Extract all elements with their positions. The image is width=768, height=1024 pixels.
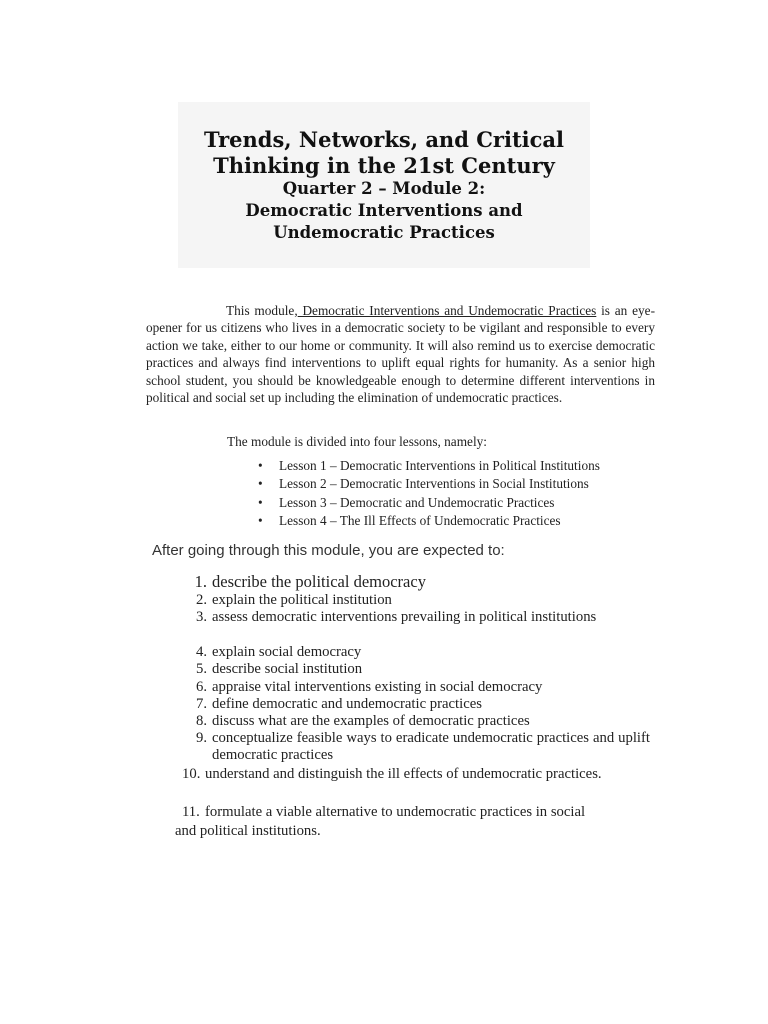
objective-item: 3. assess democratic interventions prevailing in political institutions xyxy=(195,609,597,625)
list-item: • Lesson 3 – Democratic and Undemocratic Practices xyxy=(258,494,555,510)
objective-item: 7. define democratic and undemocratic practices xyxy=(195,696,482,712)
objectives-intro: After going through this module, you are expected to: xyxy=(152,542,505,559)
bullet-icon: • xyxy=(258,512,263,528)
bullet-icon: • xyxy=(258,476,263,492)
objective-item: 9. conceptualize feasible ways to eradicate undemocratic practices and uplift democratic practices xyxy=(195,730,650,763)
bullet-icon: • xyxy=(258,494,263,510)
intro-body: is an eye-opener for us citizens who lives in a democratic society to be vigilant and responsible to every action we take, either to our home or community. It will also remind us to exercise democratic practices and always find interventions to uplift equal rights for humanity. As a senior high school student, you should be knowledgeable enough to determine different interventions in political and social set up including the elimination of undemocratic practices. xyxy=(146,303,655,406)
list-item: • Lesson 4 – The Ill Effects of Undemocratic Practices xyxy=(258,512,561,528)
objective-item: 5. describe social institution xyxy=(195,661,363,677)
intro-lead: This module, xyxy=(226,303,298,318)
objective-item: 2. explain the political institution xyxy=(195,592,392,608)
title-line-1: Trends, Networks, and Critical xyxy=(204,127,564,152)
objective-item: 6. appraise vital interventions existing in social democracy xyxy=(195,679,543,695)
objective-item: 1. describe the political democracy xyxy=(194,572,426,591)
intro-paragraph xyxy=(146,302,655,406)
objective-item: 8. discuss what are the examples of democratic practices xyxy=(195,713,530,729)
objective-item: 10. understand and distinguish the ill effects of undemocratic practices. xyxy=(182,766,602,782)
lessons-intro: The module is divided into four lessons, namely: xyxy=(227,434,487,449)
objective-item: 4. explain social democracy xyxy=(195,644,362,660)
quarter-module-heading: Quarter 2 – Module 2: xyxy=(282,179,486,198)
module-title-line-2: Undemocratic Practices xyxy=(273,223,495,242)
lessons-list xyxy=(258,458,600,531)
module-title-line-1: Democratic Interventions and xyxy=(245,201,523,220)
title-line-2: Thinking in the 21st Century xyxy=(213,153,555,178)
list-item: • Lesson 1 – Democratic Interventions in Political Institutions xyxy=(258,458,600,473)
list-item: • Lesson 2 – Democratic Interventions in Social Institutions xyxy=(258,476,589,492)
bullet-icon: • xyxy=(258,458,263,473)
objective-item: 11. formulate a viable alternative to undemocratic practices in social and political institutions. xyxy=(175,804,586,839)
module-name-link: Democratic Interventions and Undemocratic Practices xyxy=(297,303,597,318)
